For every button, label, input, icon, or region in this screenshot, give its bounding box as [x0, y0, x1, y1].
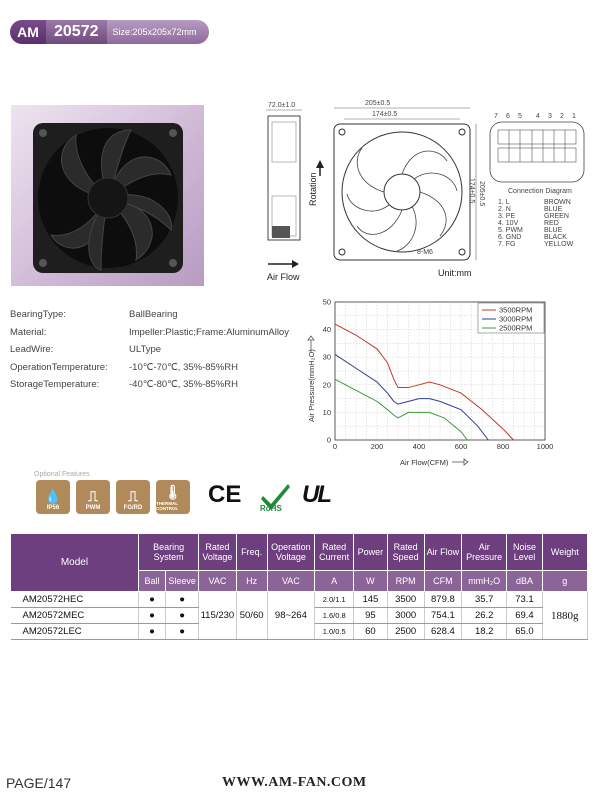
connection-pin: 2. N	[498, 206, 511, 213]
connection-color: BLUE	[544, 206, 563, 213]
spec-row	[10, 306, 289, 324]
pin-5: 5	[518, 113, 522, 120]
connection-pin: 6. GND	[498, 234, 522, 241]
connection-title: Connection Diagram	[508, 188, 572, 195]
feature-label: PWM	[85, 505, 101, 511]
spec-label: Material:	[10, 326, 47, 338]
connection-color: RED	[544, 220, 559, 227]
product-photo	[11, 105, 204, 286]
airflow-label: Air Flow	[267, 272, 300, 282]
col-voltage: Rated Voltage	[199, 534, 236, 571]
col-bearing: Bearing System	[138, 534, 198, 571]
model-series: 20572	[46, 20, 107, 44]
unit-sleeve: Sleeve	[166, 571, 199, 592]
spec-label: LeadWire:	[10, 344, 54, 356]
weight-cell: 1880g	[542, 592, 587, 640]
series-line-3500RPM	[335, 324, 514, 440]
x-tick-label: 1000	[536, 442, 554, 451]
feature-label: IP56	[46, 505, 60, 511]
unit-cfm: CFM	[424, 571, 461, 592]
size-label: Size:205x205x72mm	[107, 20, 209, 44]
series-line-3000RPM	[335, 354, 488, 440]
spec-row	[10, 341, 289, 359]
noise-cell: 73.1	[507, 592, 542, 608]
signal-wave-icon: ⎍	[128, 488, 138, 504]
connection-pin: 5. PWM	[498, 227, 523, 234]
front-hole: 174±0.5	[372, 111, 398, 118]
spec-table	[10, 533, 588, 640]
front-width: 205±0.5	[365, 100, 391, 107]
col-speed: Rated Speed	[387, 534, 424, 571]
y-tick-label: 30	[322, 352, 331, 362]
y-axis-label: Air Pressure(mmH₂O)	[307, 349, 316, 422]
pin-4: 4	[536, 113, 540, 120]
x-tick-label: 800	[496, 442, 510, 451]
col-pressure: Air Pressure	[462, 534, 507, 571]
col-model: Model	[11, 534, 139, 592]
features-title: Optional Features	[34, 471, 90, 478]
unit-dba: dBA	[507, 571, 542, 592]
opvolt-cell: 98~264	[267, 592, 314, 640]
ball-cell: ●	[138, 624, 165, 640]
x-tick-label: 400	[412, 442, 426, 451]
sleeve-cell: ●	[166, 624, 199, 640]
thermal-feature	[156, 480, 190, 514]
fan-image	[11, 105, 204, 286]
model-cell: AM20572HEC	[11, 592, 139, 608]
x-tick-label: 600	[454, 442, 468, 451]
pin-7: 7	[494, 113, 498, 120]
connection-pin: 1. L	[498, 199, 510, 206]
pressure-cell: 35.7	[462, 592, 507, 608]
series-line-2500RPM	[335, 379, 467, 440]
airflow-cell: 879.8	[424, 592, 461, 608]
brand-prefix: AM	[10, 20, 46, 44]
col-freq: Freq.	[236, 534, 267, 571]
spec-value: BallBearing	[129, 309, 178, 321]
model-cell: AM20572MEC	[11, 608, 139, 624]
model-header	[10, 20, 209, 44]
connection-pin: 4. 10V	[498, 220, 519, 227]
connection-color: BROWN	[544, 199, 571, 206]
fgrd-feature	[116, 480, 150, 514]
front-hole-vertical: 174±0.5	[468, 178, 475, 204]
water-drop-icon: 💧	[44, 488, 62, 504]
speed-cell: 3500	[387, 592, 424, 608]
pin-2: 2	[560, 113, 564, 120]
col-power: Power	[354, 534, 387, 571]
power-cell: 95	[354, 608, 387, 624]
page-number: PAGE/147	[6, 775, 72, 791]
spec-value: -10℃-70℃, 35%-85%RH	[129, 361, 238, 373]
xlabel-arrow	[452, 459, 468, 465]
pin-6: 6	[506, 113, 510, 120]
connection-color: YELLOW	[544, 241, 574, 248]
noise-cell: 65.0	[507, 624, 542, 640]
pressure-cell: 26.2	[462, 608, 507, 624]
ce-mark: CE	[208, 481, 242, 508]
spec-label: OperationTemperature:	[10, 361, 108, 373]
pin-numbers	[494, 113, 576, 120]
x-axis-label: Air Flow(CFM)	[400, 458, 449, 467]
connection-color: BLACK	[544, 234, 567, 241]
ul-mark: UL	[302, 481, 330, 508]
unit-a: A	[315, 571, 354, 592]
chart-lines	[335, 324, 514, 440]
side-dimension: 72.0±1.0	[268, 102, 296, 109]
website-url: WWW.AM-FAN.COM	[222, 775, 367, 790]
spec-value: Impeller:Plastic;Frame:AluminumAlloy	[129, 326, 289, 338]
spec-value: -40℃-80℃, 35%-85%RH	[129, 379, 238, 391]
front-height: 205±0.5	[478, 181, 485, 207]
y-tick-label: 20	[322, 380, 331, 390]
legend-label: 2500RPM	[499, 323, 533, 333]
unit-w: W	[354, 571, 387, 592]
ball-cell: ●	[138, 608, 165, 624]
rohs-label: RoHS	[260, 504, 282, 513]
feature-label: THERMAL CONTROL	[156, 501, 179, 511]
legend-label: 3500RPM	[499, 305, 533, 315]
unit-ball: Ball	[138, 571, 165, 592]
chart-legend	[478, 303, 544, 333]
col-opvolt: Operation Voltage	[267, 534, 314, 571]
connection-pin: 7. FG	[498, 241, 516, 248]
col-weight: Weight	[542, 534, 587, 571]
unit-vac: VAC	[199, 571, 236, 592]
sleeve-cell: ●	[166, 592, 199, 608]
power-cell: 60	[354, 624, 387, 640]
sleeve-cell: ●	[166, 608, 199, 624]
pq-curve-chart	[300, 292, 595, 472]
table-row	[11, 592, 588, 608]
connection-pin: 3. PE	[498, 213, 516, 220]
current-cell: 1.0/0.5	[315, 624, 354, 640]
current-cell: 2.0/1.1	[315, 592, 354, 608]
current-cell: 1.6/0.8	[315, 608, 354, 624]
airflow-cell: 754.1	[424, 608, 461, 624]
spec-row	[10, 359, 289, 377]
voltage-cell: 115/230	[199, 592, 236, 640]
col-current: Rated Current	[315, 534, 354, 571]
unit-vac2: VAC	[267, 571, 314, 592]
spec-label: BearingType:	[10, 309, 66, 321]
unit-hz: Hz	[236, 571, 267, 592]
pressure-cell: 18.2	[462, 624, 507, 640]
unit-mmh2o: mmH₂O	[462, 571, 507, 592]
spec-label: StorageTemperature:	[10, 379, 100, 391]
power-cell: 145	[354, 592, 387, 608]
screw-spec: 8-M6	[417, 249, 433, 256]
connection-color: GREEN	[544, 213, 569, 220]
technical-drawing	[262, 96, 592, 286]
speed-cell: 3000	[387, 608, 424, 624]
y-tick-label: 50	[322, 297, 331, 307]
connection-color: BLUE	[544, 227, 563, 234]
pin-1: 1	[572, 113, 576, 120]
unit-label: Unit:mm	[438, 268, 472, 278]
legend-label: 3000RPM	[499, 314, 533, 324]
unit-rpm: RPM	[387, 571, 424, 592]
spec-list	[10, 306, 289, 394]
noise-cell: 69.4	[507, 608, 542, 624]
spec-row	[10, 376, 289, 394]
pwm-feature	[76, 480, 110, 514]
speed-cell: 2500	[387, 624, 424, 640]
feature-label: FG/RD	[123, 505, 143, 511]
unit-g: g	[542, 571, 587, 592]
col-noise: Noise Level	[507, 534, 542, 571]
thermometer-icon: 🌡	[164, 484, 182, 500]
table-header-row	[11, 534, 588, 571]
ball-cell: ●	[138, 592, 165, 608]
airflow-cell: 628.4	[424, 624, 461, 640]
spec-row	[10, 324, 289, 342]
connection-list	[498, 199, 574, 248]
pin-3: 3	[548, 113, 552, 120]
model-cell: AM20572LEC	[11, 624, 139, 640]
spec-value: ULType	[129, 344, 162, 356]
freq-cell: 50/60	[236, 592, 267, 640]
pwm-wave-icon: ⎍	[88, 488, 98, 504]
ip56-feature	[36, 480, 70, 514]
y-tick-label: 40	[322, 325, 331, 335]
rohs-mark	[258, 480, 292, 514]
y-tick-label: 0	[326, 435, 331, 445]
rotation-label: Rotation	[308, 172, 318, 206]
x-tick-label: 0	[332, 442, 338, 451]
col-airflow: Air Flow	[424, 534, 461, 571]
y-tick-label: 10	[322, 407, 331, 417]
x-tick-label: 200	[370, 442, 384, 451]
